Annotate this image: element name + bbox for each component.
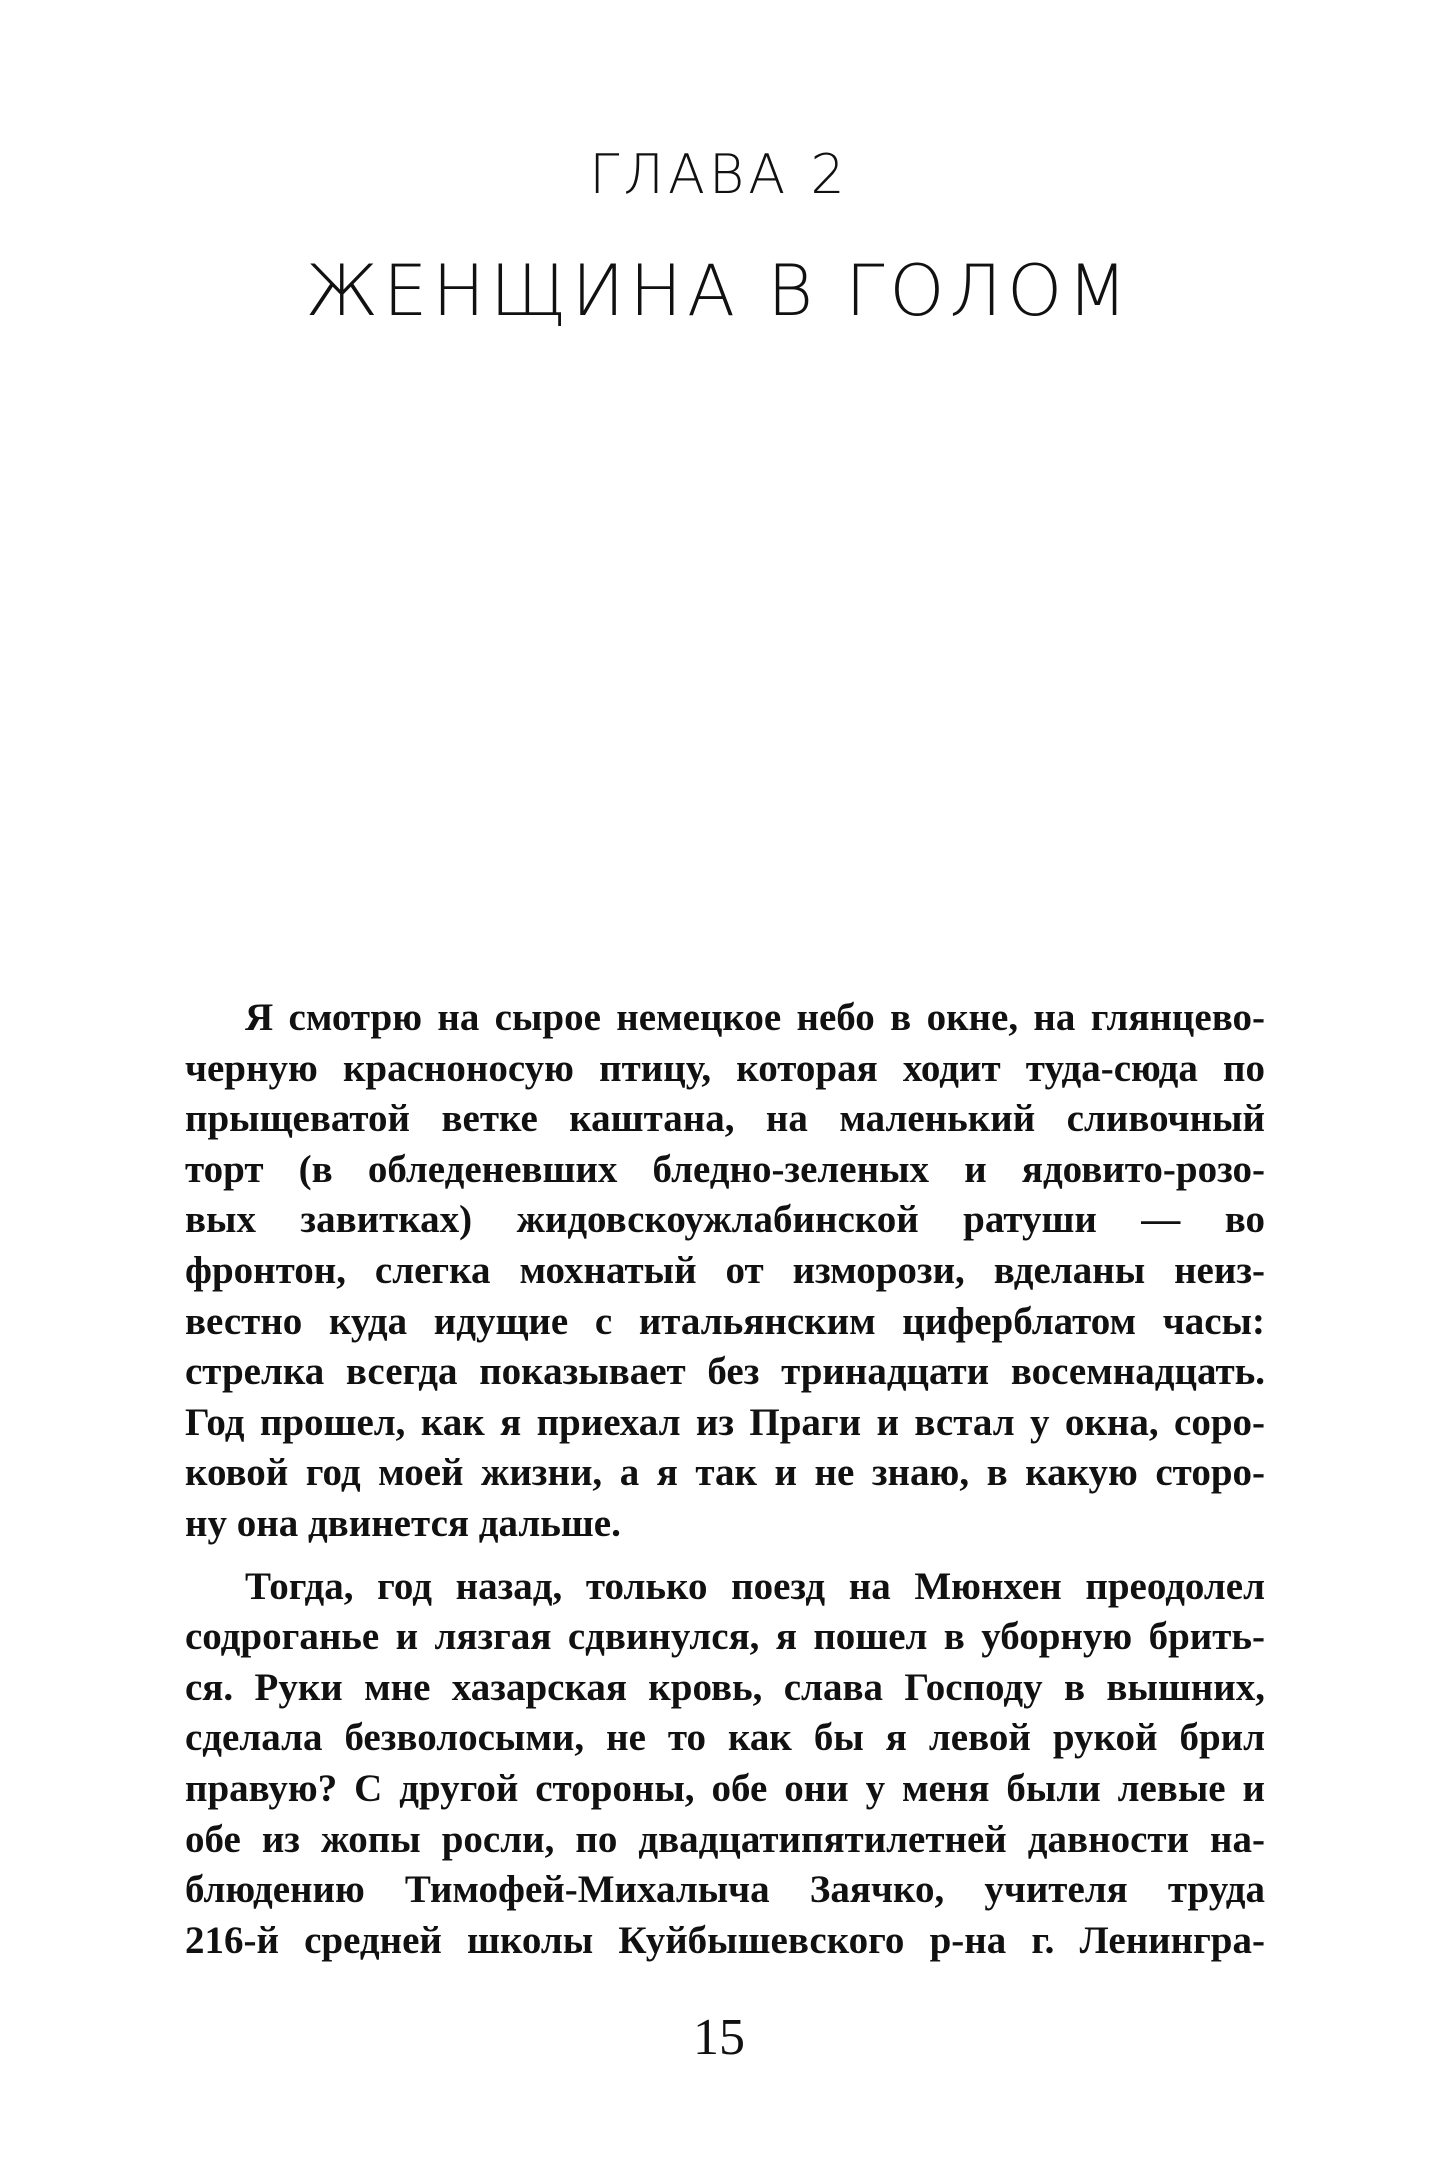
page-number: 15 [693, 2009, 745, 2066]
text-line: обе из жопы росли, по двадцатипятилетней давности на- [185, 1817, 1265, 1861]
text-line: ну она двинется дальше. [185, 1501, 621, 1545]
text-line: сделала безволосыми, не то как бы я левой рукой брил [185, 1716, 1265, 1760]
text-line: содроганье и лязгая сдвинулся, я пошел в уборную брить- [185, 1615, 1265, 1659]
text-line: торт (в обледеневших бледно-зеленых и ядовито-розо- [185, 1147, 1265, 1191]
text-line: прыщеватой ветке каштана, на маленький сливочный [185, 1097, 1265, 1141]
text-line: черную красноносую птицу, которая ходит туда-сюда по [185, 1046, 1265, 1090]
text-line: стрелка всегда показывает без тринадцати восемнадцать. [185, 1350, 1265, 1394]
text-line: блюдению Тимофей-Михалыча Заячко, учителя труда [185, 1868, 1265, 1912]
text-line: 216-й средней школы Куйбышевского р-на г. Ленингра- [185, 1918, 1265, 1962]
text-line: вых завитках) жидовскоужлабинской ратуши — во [185, 1198, 1265, 1242]
chapter-number: ГЛАВА 2 [589, 143, 849, 206]
text-line: вестно куда идущие с итальянским циферблатом часы: [185, 1299, 1265, 1343]
text-line: Я смотрю на сырое немецкое небо в окне, на глянцево- [245, 996, 1265, 1039]
paragraph-1 [185, 993, 1265, 1550]
text-line: ковой год моей жизни, а я так и не знаю, в какую сторо- [185, 1451, 1265, 1495]
text-line: фронтон, слегка мохнатый от изморози, вделаны неиз- [185, 1248, 1265, 1292]
body-text [185, 993, 1265, 1966]
text-line: Год прошел, как я приехал из Праги и встал у окна, соро- [185, 1400, 1265, 1444]
paragraph-2 [185, 1562, 1265, 1967]
chapter-title: ЖЕНЩИНА В ГОЛОМ [305, 250, 1133, 332]
text-line: ся. Руки мне хазарская кровь, слава Господу в вышних, [185, 1665, 1265, 1709]
text-line: Тогда, год назад, только поезд на Мюнхен преодолел [245, 1564, 1265, 1608]
text-line: правую? С другой стороны, обе они у меня были левые и [185, 1766, 1265, 1810]
